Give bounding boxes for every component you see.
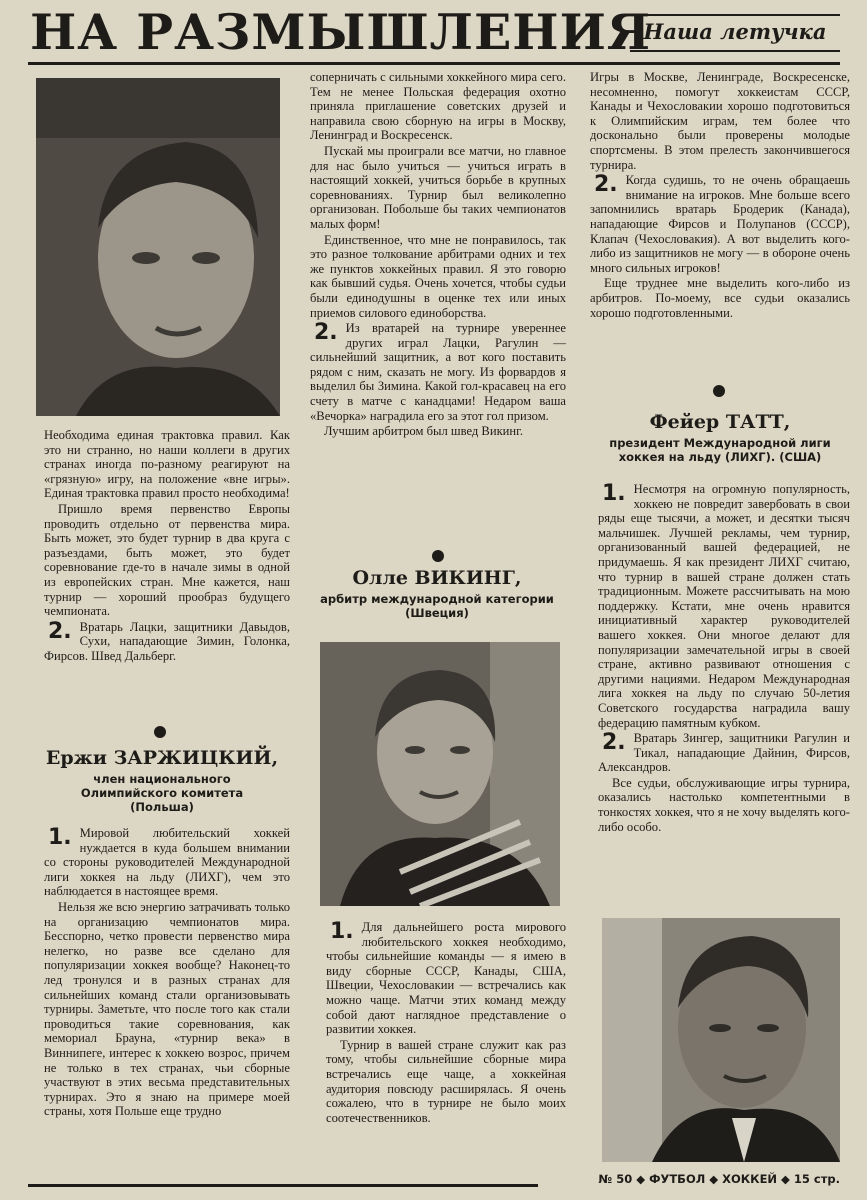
- interviewee-title: член национального Олимпийского комитета (Польша): [80, 772, 244, 814]
- answer-2: [590, 173, 850, 275]
- tatt-text: [598, 482, 850, 835]
- viking-text: [326, 920, 566, 1126]
- answer-2: [310, 321, 566, 423]
- answer-2: [44, 620, 290, 664]
- answer-text: Вратарь Зингер, защитники Рагулин и Тикал, нападающие Дайнин, Фирсов, Александров.: [598, 731, 850, 775]
- interviewee-name: Олле ВИКИНГ,: [352, 567, 522, 589]
- zarzycki-text: [44, 826, 290, 1120]
- paragraph: Единственное, что мне не понравилось, так это разное толкование арбитрами одних и тех же пунктов хоккейных правил. Я это говорю как бывший судья. Очень хочется, чтобы судьи были единодушны в оценке тех или иных приемов силового единоборства.: [310, 232, 566, 320]
- portrait-photo-tatt: [602, 918, 840, 1162]
- answer-text: Для дальнейшего роста мирового любительского хоккея необходимо, чтобы сильнейшие команды — я имею в виду сборные СССР, Канады, США, Швеции, Чехословакии — встречались как можно чаще. Матчи этих команд между собой дают наглядное представление о развитии хоккея.: [326, 920, 566, 1037]
- paragraph: Необходима единая трактовка правил. Как это ни странно, но наши коллеги в других странах иногда по-разному реагируют на «грязную» игру, на положение «вне игры». Единая трактовка правил просто необходима!: [44, 428, 290, 501]
- page-footer: № 50 ◆ ФУТБОЛ ◆ ХОККЕЙ ◆ 15 стр.: [598, 1172, 840, 1186]
- paragraph: Игры в Москве, Ленинграде, Воскресенске, несомненно, помогут хоккеистам СССР, Канады и Чехословакии хорошо подготовиться к Олимпийским играм, тем более что досконально были проверены молодые спортсмены. В этом прелесть закончившегося турнира.: [590, 70, 850, 172]
- interviewee-title: президент Международной лиги хоккея на льду (ЛИХГ). (США): [609, 436, 831, 464]
- interviewee-name: Фейер ТАТТ,: [649, 411, 791, 433]
- answer-number: 2.: [314, 320, 338, 346]
- paragraph: Пускай мы проиграли все матчи, но главное для нас было учиться — учиться играть в настоящий хоккей, учиться борьбе в крупных соревнованиях. Турнир был великолепно организован. Побольше бы таких чемпионатов малых форм!: [310, 143, 566, 231]
- footer-rule: [28, 1184, 538, 1187]
- interviewee-title: арбитр международной категории (Швеция): [320, 592, 554, 620]
- viking-block: [306, 566, 568, 624]
- column-3-text: [590, 70, 850, 321]
- answer-number: 1.: [602, 481, 626, 506]
- answer-text: Из вратарей на турнире увереннее других играл Лацки, Рагулин — сильнейший защитник, а вот кого поставить рядом с ним, сказать не могу. Из форвардов я выделил бы Зимина. Какой гол-красавец на его счету в матче с канадцами! Недаром ваша «Вечорка» наградила его за этот гол призом.: [310, 321, 566, 423]
- answer-number: 2.: [594, 172, 618, 198]
- column-2-text: [310, 70, 566, 440]
- page-headline: НА РАЗМЫШЛЕНИЯ: [30, 3, 652, 61]
- answer-number: 2.: [48, 618, 72, 644]
- zarzycki-block: [34, 746, 290, 818]
- answer-text: Вратарь Лацки, защитники Давыдов, Сухи, нападающие Зимин, Голонка, Фирсов. Швед Дальберг.: [44, 619, 290, 663]
- paragraph: Еще труднее мне выделить кого-либо из арбитров. По-моему, все судьи оказались хорошо подготовленными.: [590, 276, 850, 320]
- answer-number: 1.: [330, 919, 354, 944]
- answer-number: 2.: [602, 730, 626, 756]
- paragraph: Лучшим арбитром был швед Викинг.: [324, 424, 524, 439]
- column-1-text: [44, 428, 290, 665]
- portrait-photo-1: [36, 78, 280, 416]
- tatt-block: [590, 410, 850, 468]
- separator-dot: [713, 385, 725, 397]
- paragraph: соперничать с сильными хоккейного мира сего. Тем не менее Польская федерация охотно приняла приглашение советских друзей и направила свою сборную на игры в Москву, Ленинград и Воскресенск.: [310, 70, 566, 143]
- paragraph: Турнир в вашей стране служит как раз тому, чтобы сильнейшие сборные мира встречались еще чаще, а хоккейная аудитория повсюду расширялась. Я очень сожалею, что в турнире не было моих соотечественников.: [326, 1037, 566, 1125]
- paragraph: Все судьи, обслуживающие игры турнира, оказались настолько компетентными в тонкостях хоккея, что я не хочу выделять кого-либо особо.: [598, 775, 850, 834]
- answer-text: Когда судишь, то не очень обращаешь внимание на игроков. Мне больше всего запомнились вратарь Бродерик (Канада), нападающие Фирсов и Полупанов (СССР), Клапач (Чехословакия). А вот выделить кого-либо из защитников не могу — в обороне очень много сильных игроков!: [590, 173, 850, 275]
- paragraph: Пришло время первенство Европы проводить отдельно от первенства мира. Быть может, это будет турнир в два круга с разъездами, быть может, это будет соревнование где-то в начале зимы в одной из европейских стран. Мне кажется, наш турнир — хороший прообраз будущего чемпионата.: [44, 501, 290, 619]
- separator-dot: [154, 726, 166, 738]
- portrait-photo-viking: [320, 642, 560, 906]
- header-rule: [28, 62, 840, 65]
- paragraph: Нельзя же всю энергию затрачивать только на организацию чемпионатов мира. Бесспорно, четко провести первенство мира нелегко, но разве все сделано для популяризации хоккея вообще? Наконец-то лед тронулся и в разных странах для сильнейших команд стали организовывать турниры. Заметьте, что после того как стали проводиться такие соревнования, как мемориал Брауна, «турнир века» в Виннипеге, интерес к хоккею возрос, причем не только в тех странах, чьи сборные участвуют в этих весьма представительных турнирах. Это я знаю на примере моей страны, хотя Польше еще трудно: [44, 899, 290, 1119]
- separator-dot: [432, 550, 444, 562]
- interviewee-name: Ержи ЗАРЖИЦКИЙ,: [45, 747, 279, 769]
- answer-number: 1.: [48, 825, 72, 850]
- answer-text: Мировой любительский хоккей нуждается в куда большем внимании со стороны руководителей Международной лиги хоккея на льду (ЛИХГ), чем это наблюдается в настоящее время.: [44, 826, 290, 899]
- answer-2: [598, 731, 850, 775]
- answer-text: Несмотря на огромную популярность, хоккею не повредит завербовать в свои ряды еще тысячи, а может, и десятки тысяч мальчишек. Лучшей рекламы, чем турнир, организованный вашей федерацией, не придумаешь. Я как президент ЛИХГ считаю, что турнир в вашей стране должен стать традиционным. Можете рассчитывать на мою поддержку. Кстати, мне очень нравится инициативный характер руководителей вашего хоккея. Они многое делают для популяризации замечательной игры в своей стране, активно развивают отношения с другими нациями. Недаром Международная лига хоккея на льду по случаю 50-летия Советского государства наградила вашу федерацию памятным кубком.: [598, 482, 850, 730]
- rubric-label: Наша летучка: [630, 14, 840, 52]
